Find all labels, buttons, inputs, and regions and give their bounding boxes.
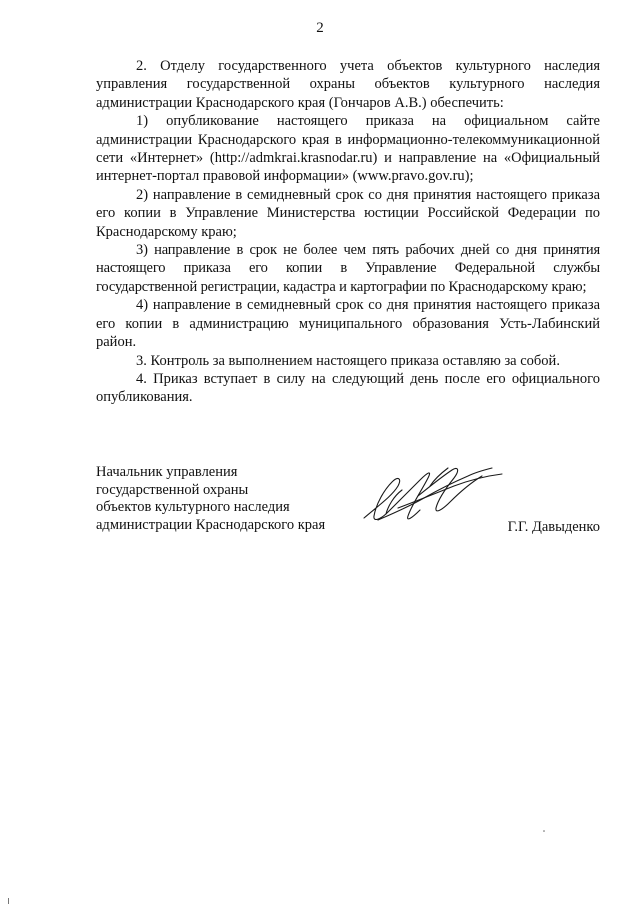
paragraph-2-4: 4) направление в семидневный срок со дня принятия настоящего приказа его копии в администрацию муниципального образования Усть-Лабинский район. — [96, 297, 600, 351]
page-number: 2 — [316, 20, 324, 36]
signatory-position-line: государственной охраны — [96, 481, 249, 498]
paragraph-2-3: 3) направление в срок не более чем пять рабочих дней со дня принятия настоящего приказа его копии в Управление Федеральной службы государственной регистрации, кадастра и картографии по Краснодарскому краю; — [96, 242, 600, 295]
signatory-name: Г.Г. Давыденко — [507, 519, 600, 535]
paragraph-2-1: 1) опубликование настоящего приказа на официальном сайте администрации Краснодарского края в информационно-телекоммуникационной сети «Интернет» (http://admkrai.krasnodar.ru) и направление на «Официальный интернет-портал правовой информации» (www.pravo.gov.ru); — [96, 113, 600, 185]
signatory-position-line: администрации Краснодарского края — [96, 516, 326, 533]
paragraph-3: 3. Контроль за выполнением настоящего приказа оставляю за собой. — [136, 352, 560, 369]
signatory-position-line: объектов культурного наследия — [96, 499, 290, 515]
paragraph-4: 4. Приказ вступает в силу на следующий день после его официального опубликования. — [96, 370, 600, 406]
paragraph-2: 2. Отделу государственного учета объектов культурного наследия управления государственной охраны объектов культурного наследия администрации Краснодарского края (Гончаров А.В.) обеспечить: — [96, 58, 600, 111]
signatory-position-line: Начальник управления — [96, 464, 238, 480]
paragraph-2-2: 2) направление в семидневный срок со дня принятия настоящего приказа его копии в Управление Министерства юстиции Российской Федерации по Краснодарскому краю; — [96, 186, 600, 240]
